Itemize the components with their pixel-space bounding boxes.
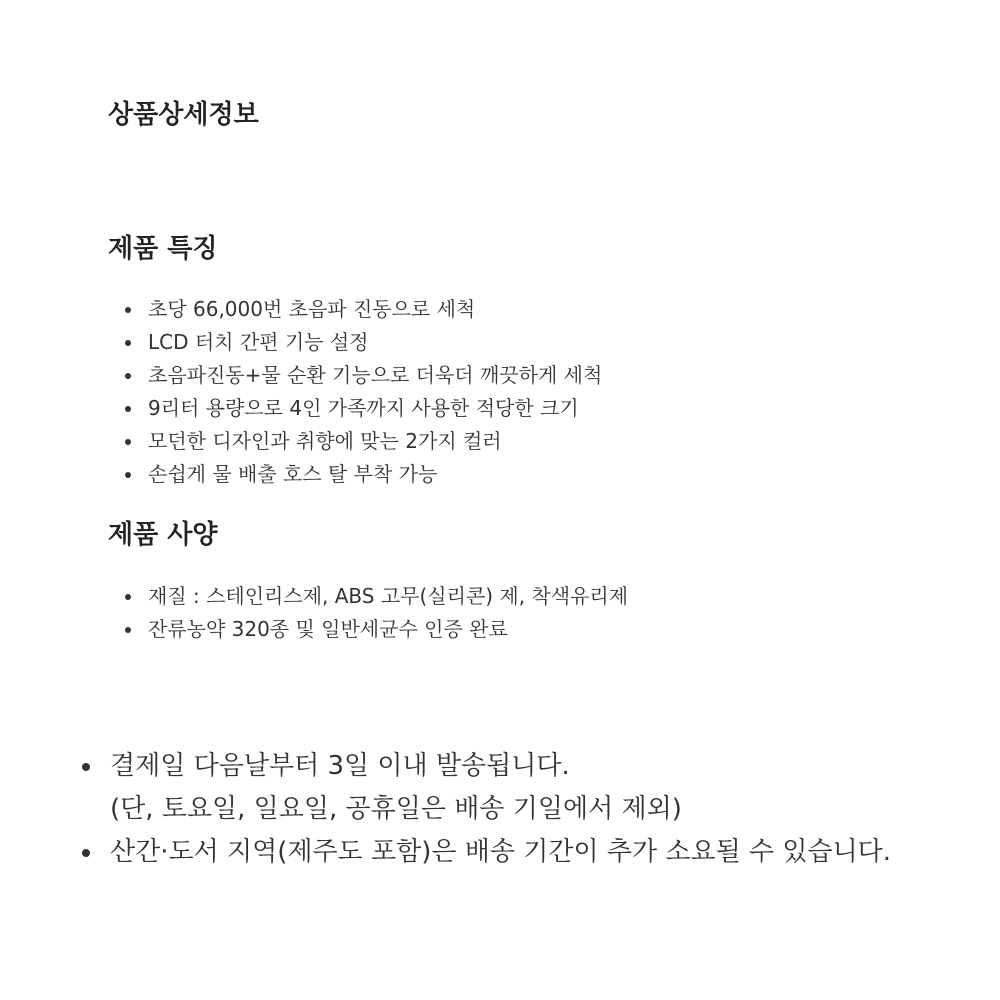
features-list	[122, 293, 602, 491]
feature-item: 초당 66,000번 초음파 진동으로 세척	[122, 293, 602, 326]
specs-heading: 제품 사양	[108, 520, 218, 550]
specs-list	[122, 580, 628, 646]
shipping-notice-item	[80, 831, 891, 874]
shipping-notice-text: 산간·도서 지역(제주도 포함)은 배송 기간이 추가 소요될 수 있습니다.	[110, 837, 892, 867]
feature-item: 초음파진동+물 순환 기능으로 더욱더 깨끗하게 세척	[122, 359, 602, 392]
shipping-notice-item	[80, 745, 891, 831]
feature-item: 모던한 디자인과 취향에 맞는 2가지 컬러	[122, 425, 602, 458]
shipping-notice-text: 결제일 다음날부터 3일 이내 발송됩니다.	[110, 751, 570, 781]
features-heading: 제품 특징	[108, 234, 218, 264]
feature-item: 9리터 용량으로 4인 가족까지 사용한 적당한 크기	[122, 392, 602, 425]
feature-item: LCD 터치 간편 기능 설정	[122, 326, 602, 359]
feature-item: 손쉽게 물 배출 호스 탈 부착 가능	[122, 458, 602, 491]
spec-item: 재질 : 스테인리스제, ABS 고무(실리콘) 제, 착색유리제	[122, 580, 628, 613]
spec-item: 잔류농약 320종 및 일반세균수 인증 완료	[122, 613, 628, 646]
page-title: 상품상세정보	[108, 100, 259, 130]
shipping-notice-subtext: (단, 토요일, 일요일, 공휴일은 배송 기일에서 제외)	[110, 794, 682, 824]
shipping-notice-list	[80, 745, 891, 874]
